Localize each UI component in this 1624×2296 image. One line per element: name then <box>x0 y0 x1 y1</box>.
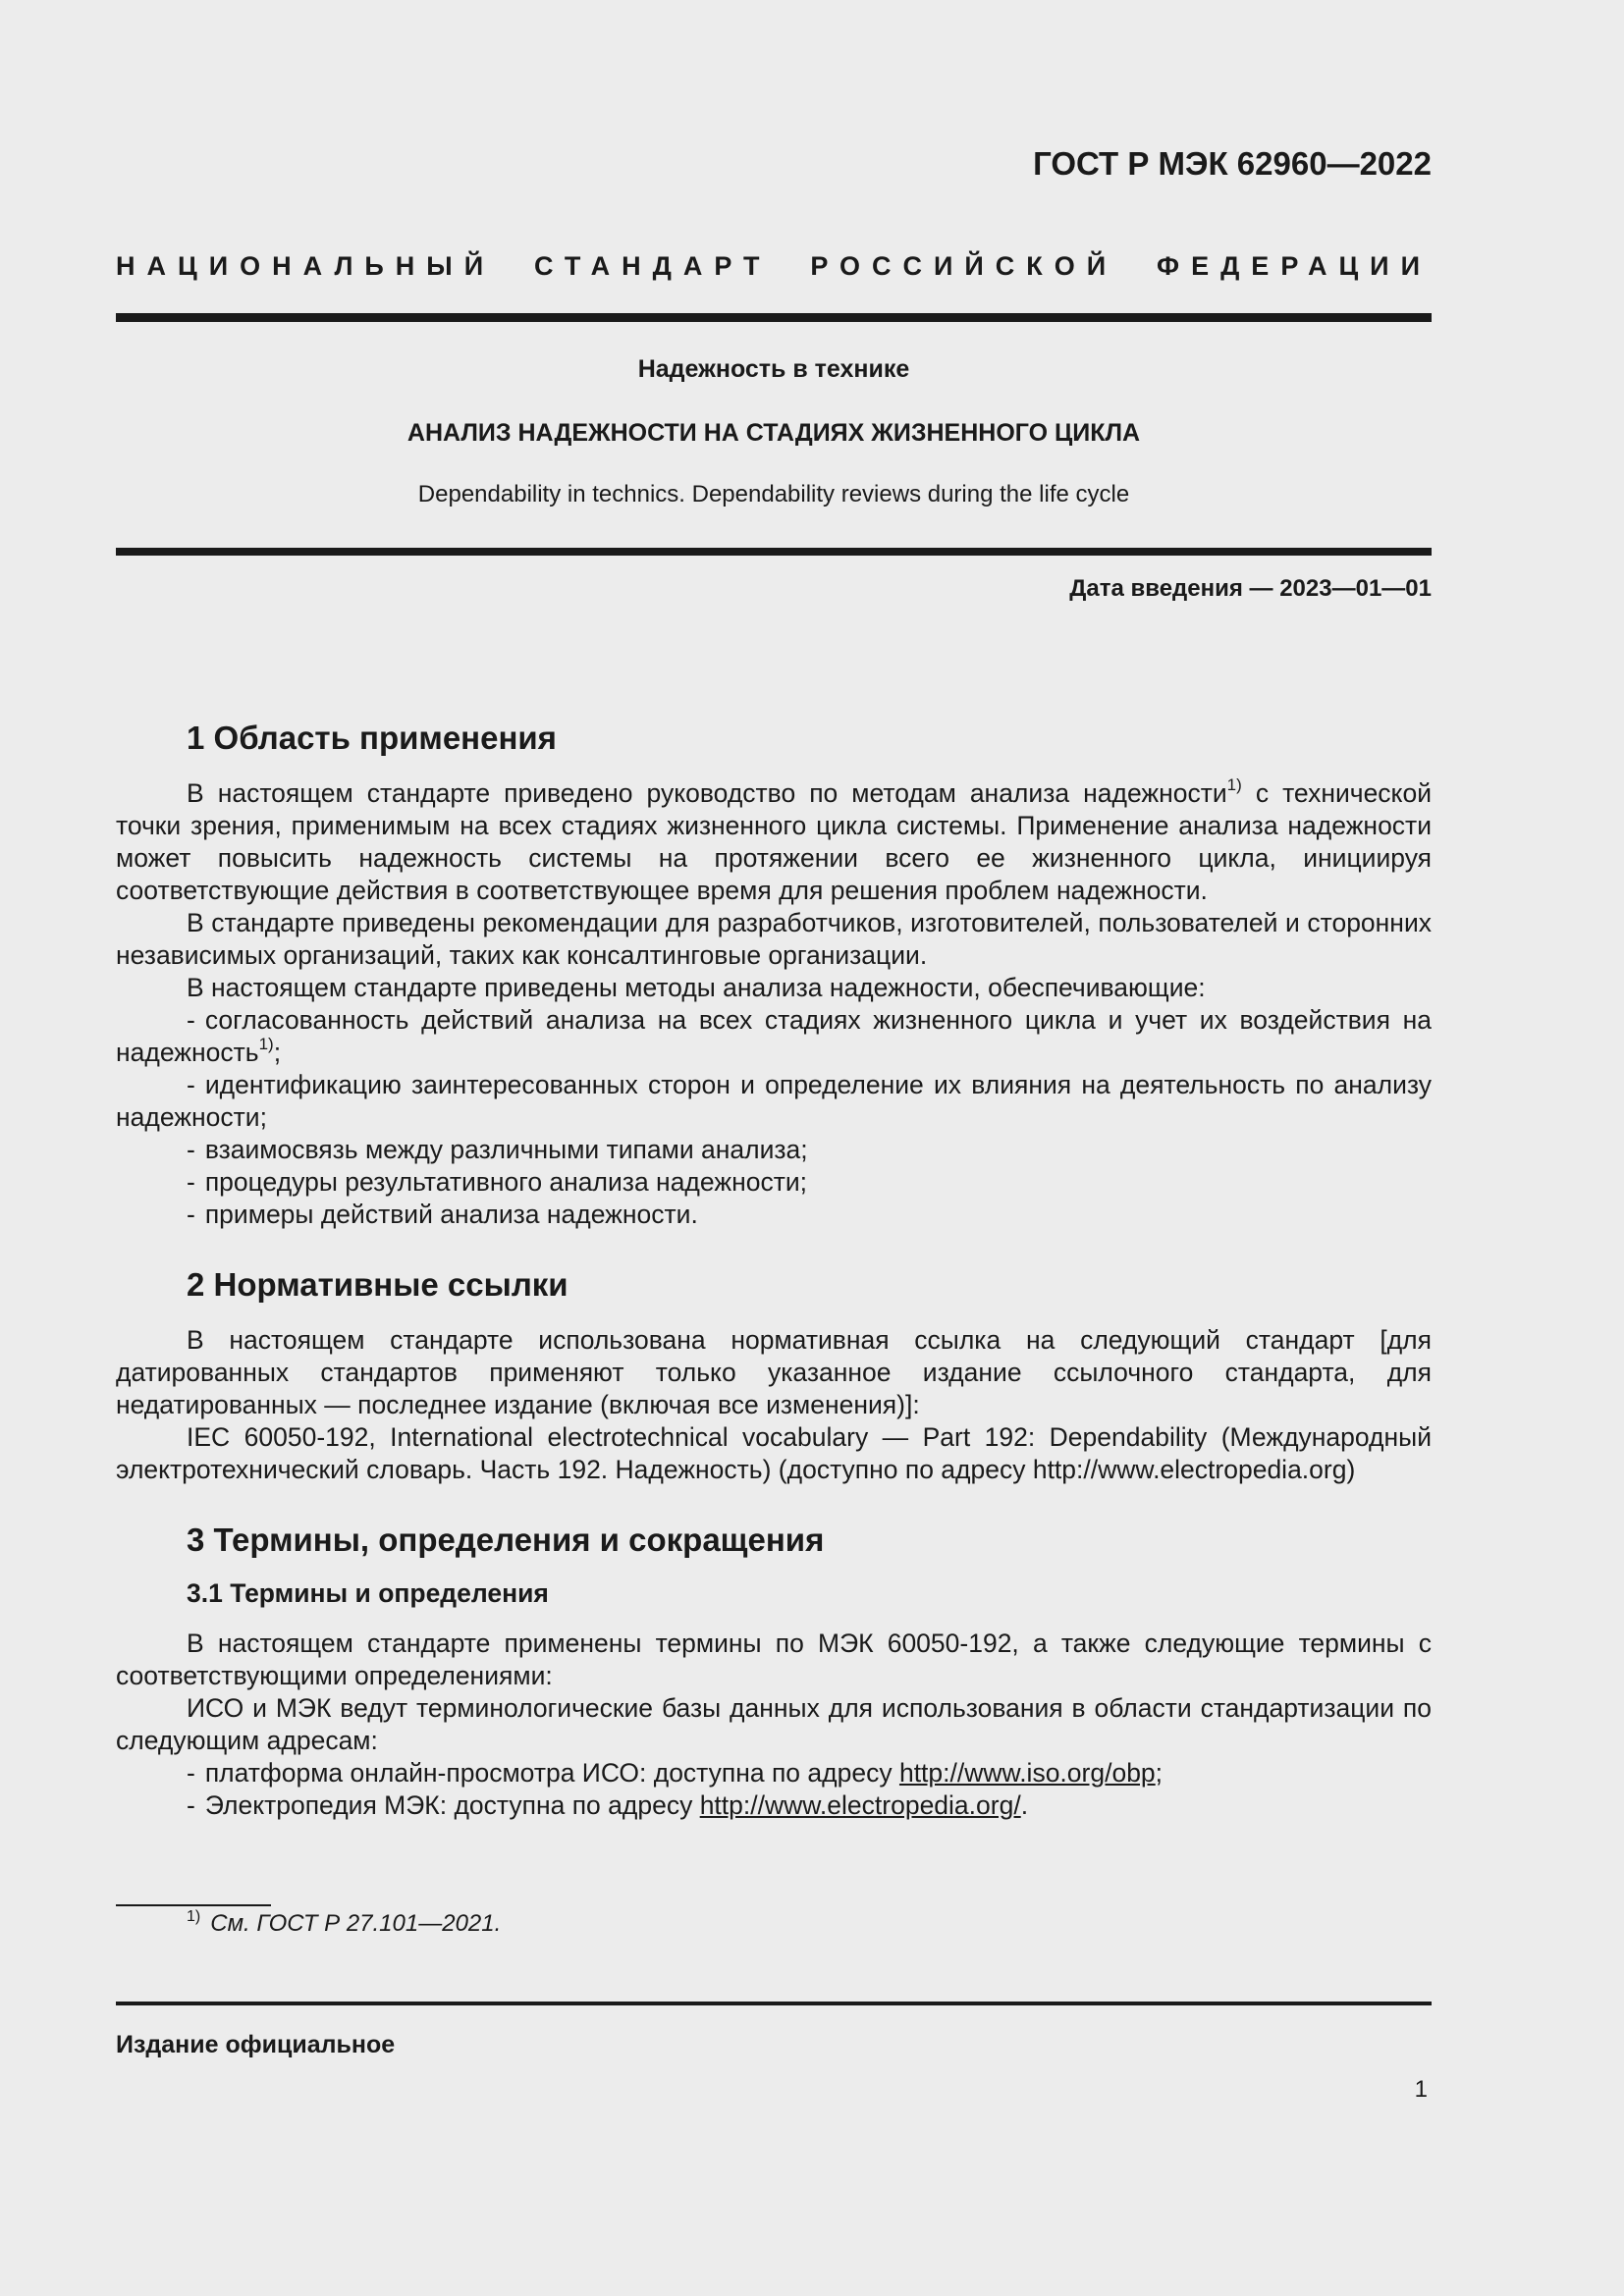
section-3-heading: 3 Термины, определения и сокращения <box>187 1522 825 1558</box>
gost-number: ГОСТ Р МЭК 62960—2022 <box>1033 145 1432 182</box>
list-item-text: Электропедия МЭК: доступна по адресу <box>204 1790 700 1820</box>
list-item-text: ; <box>273 1038 282 1067</box>
list-dash: - <box>187 1758 195 1788</box>
section-1-list <box>116 1004 1432 1231</box>
list-item-text: примеры действий анализа надежности. <box>204 1200 698 1229</box>
paragraph-text: с технической точки зрения, применимым на всех стадиях жизненного цикла системы. Применение анализа надежности может повысить надежность системы на протяжении всего ее жизненного цикла, инициируя соответствующие действия в соответствующее время для решения проблем надежности. <box>116 778 1432 905</box>
list-item-text: платформа онлайн-просмотра ИСО: доступна по адресу <box>204 1758 899 1788</box>
section-3-list <box>116 1757 1432 1822</box>
section-1-paragraph-2: В стандарте приведены рекомендации для разработчиков, изготовителей, пользователей и сторонних независимых организаций, таких как консалтинговые организации. <box>116 908 1432 970</box>
list-dash: - <box>187 1790 195 1820</box>
footnote-marker: 1) <box>187 1908 201 1925</box>
list-item <box>116 1004 1432 1069</box>
section-1-paragraph-1 <box>116 777 1432 907</box>
list-item <box>116 1757 1432 1789</box>
subsection-3-1-heading: 3.1 Термины и определения <box>187 1578 549 1608</box>
introduction-date: Дата введения — 2023—01—01 <box>1069 575 1432 602</box>
electropedia-link[interactable]: http://www.electropedia.org/ <box>699 1790 1021 1820</box>
section-1-paragraph-3: В настоящем стандарте приведены методы анализа надежности, обеспечивающие: <box>187 973 1206 1002</box>
document-title: АНАЛИЗ НАДЕЖНОСТИ НА СТАДИЯХ ЖИЗНЕННОГО ЦИКЛА <box>406 419 1141 447</box>
list-item-text: . <box>1020 1790 1029 1820</box>
section-3-paragraph-1: В настоящем стандарте применены термины по МЭК 60050-192, а также следующие термины с соответствующими определениями: <box>116 1629 1432 1690</box>
footnote-text: См. ГОСТ Р 27.101—2021. <box>210 1910 502 1937</box>
document-subtitle: Надежность в технике <box>637 355 910 383</box>
list-item-text: идентификацию заинтересованных сторон и определение их влияния на деятельность по анализу надежности; <box>116 1070 1432 1132</box>
list-item <box>116 1166 1432 1199</box>
title-divider <box>116 548 1432 556</box>
list-item <box>116 1789 1432 1822</box>
document-body <box>116 719 1432 1822</box>
english-title: Dependability in technics. Dependability reviews during the life cycle <box>417 481 1130 507</box>
official-edition-label: Издание официальное <box>116 2031 396 2058</box>
paragraph-text: В настоящем стандарте приведено руководство по методам анализа надежности <box>187 778 1227 808</box>
section-2-heading: 2 Нормативные ссылки <box>187 1266 568 1303</box>
page-number: 1 <box>1414 2076 1428 2103</box>
list-item-text: процедуры результативного анализа надежности; <box>204 1167 807 1197</box>
list-item-text: ; <box>1155 1758 1164 1788</box>
national-standard-banner: НАЦИОНАЛЬНЫЙ СТАНДАРТ РОССИЙСКОЙ ФЕДЕРАЦИИ <box>116 251 1432 281</box>
list-item-text: согласованность действий анализа на всех стадиях жизненного цикла и учет их воздействия на надежность <box>116 1005 1432 1067</box>
footer-divider <box>116 2002 1432 2005</box>
list-item-text: взаимосвязь между различными типами анализа; <box>204 1135 808 1164</box>
list-item <box>116 1069 1432 1134</box>
list-item <box>116 1199 1432 1231</box>
list-dash: - <box>187 1005 195 1035</box>
footnote-reference: 1) <box>1226 775 1242 794</box>
section-1-heading: 1 Область применения <box>187 720 557 756</box>
list-item <box>116 1134 1432 1166</box>
section-2-paragraph-1: В настоящем стандарте использована нормативная ссылка на следующий стандарт [для датированных стандартов применяют только указанное издание ссылочного стандарта, для недатированных — последнее издание (включая все изменения)]: <box>116 1325 1432 1419</box>
footnote <box>187 1908 501 1938</box>
list-dash: - <box>187 1135 195 1164</box>
section-3-paragraph-2: ИСО и МЭК ведут терминологические базы данных для использования в области стандартизации по следующим адресам: <box>116 1693 1432 1755</box>
list-dash: - <box>187 1070 195 1099</box>
section-2-paragraph-2: IEC 60050-192, International electrotechnical vocabulary — Part 192: Dependability (Международный электротехнический словарь. Часть 192. Надежность) (доступно по адресу http://www.electropedia.org) <box>116 1422 1432 1484</box>
list-dash: - <box>187 1200 195 1229</box>
iso-obp-link[interactable]: http://www.iso.org/obp <box>898 1758 1156 1788</box>
footnote-reference: 1) <box>258 1035 274 1053</box>
top-divider <box>116 313 1432 322</box>
list-dash: - <box>187 1167 195 1197</box>
footnote-divider <box>116 1904 271 1906</box>
